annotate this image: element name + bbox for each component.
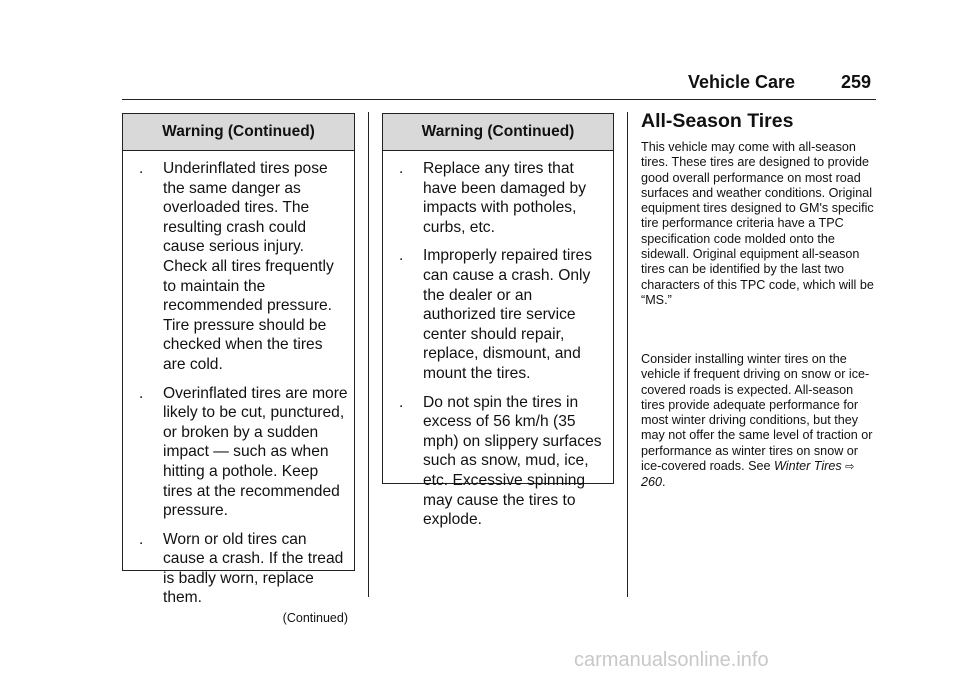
list-item-text: Underinflated tires pose the same danger as overloaded tires. The resulting crash could cause serious injury. Check all tires frequently to maintain the recommended pressure. Tire pressure should be checked when the tires are cold. bbox=[163, 160, 334, 373]
warning-list bbox=[123, 151, 354, 608]
warning-list bbox=[383, 151, 613, 530]
section-header: Vehicle Care bbox=[688, 72, 796, 92]
list-item bbox=[135, 530, 348, 608]
page-reference-icon: ⇨ bbox=[845, 461, 855, 474]
bullet: . bbox=[139, 160, 144, 177]
warning-box-left bbox=[122, 113, 355, 626]
list-item bbox=[395, 393, 607, 530]
section-title: All-Season Tires bbox=[641, 110, 794, 132]
paragraph-text: This vehicle may come with all-season tires. These tires are designed to provide good overall performance on most road surfaces and weather conditions. Original equipment tires designed to GM's specific tire performance criteria have a TPC specification code molded onto the sidewall. Original equipment all-season tires can be identified by the last two characters of this TPC code, which will be “MS.” bbox=[641, 140, 874, 307]
sentence-end: . bbox=[662, 475, 666, 490]
body-paragraph bbox=[641, 352, 877, 491]
list-item bbox=[395, 246, 607, 383]
warning-box-middle bbox=[382, 113, 614, 529]
column-divider-right bbox=[627, 112, 628, 597]
bullet: . bbox=[139, 384, 144, 402]
bullet: . bbox=[139, 530, 144, 548]
bullet: . bbox=[399, 247, 404, 265]
paragraph-text: Consider installing winter tires on the vehicle if frequent driving on snow or ice-covered roads is expected. All-season tires provide adequate performance for most winter driving conditions, but they may not offer the same level of traction or performance as winter tires on snow or ice-covered roads. See bbox=[641, 352, 873, 474]
list-item-text: Do not spin the tires in excess of 56 km/h (35 mph) on slippery surfaces such as snow, mud, ice, etc. Excessive spinning may cause the tires to explode. bbox=[423, 393, 602, 529]
list-item-text: Improperly repaired tires can cause a crash. Only the dealer or an authorized tire service center should repair, replace, dismount, and mount the tires. bbox=[423, 247, 592, 382]
body-paragraph bbox=[641, 140, 877, 308]
warning-title: Warning (Continued) bbox=[383, 114, 613, 151]
continued-label: (Continued) bbox=[282, 611, 348, 626]
list-item-text: Replace any tires that have been damaged by impacts with potholes, curbs, etc. bbox=[423, 160, 586, 236]
bullet: . bbox=[399, 393, 404, 411]
list-item bbox=[135, 159, 348, 375]
list-item bbox=[395, 159, 607, 237]
cross-reference-page[interactable]: 260 bbox=[641, 475, 663, 490]
warning-title: Warning (Continued) bbox=[123, 114, 354, 151]
header-rule bbox=[122, 99, 876, 100]
column-divider-left bbox=[368, 112, 369, 597]
cross-reference-title[interactable]: Winter Tires bbox=[774, 459, 842, 474]
bullet: . bbox=[399, 160, 404, 177]
list-item bbox=[135, 384, 348, 521]
page-number: 259 bbox=[841, 72, 872, 92]
list-item-text: Worn or old tires can cause a crash. If the tread is badly worn, replace them. bbox=[163, 530, 344, 607]
watermark: carmanualsonline.info bbox=[574, 649, 769, 671]
list-item-text: Overinflated tires are more likely to be cut, punctured, or broken by a sudden impact — such as when hitting a pothole. Keep tires at the recommended pressure. bbox=[163, 384, 348, 520]
